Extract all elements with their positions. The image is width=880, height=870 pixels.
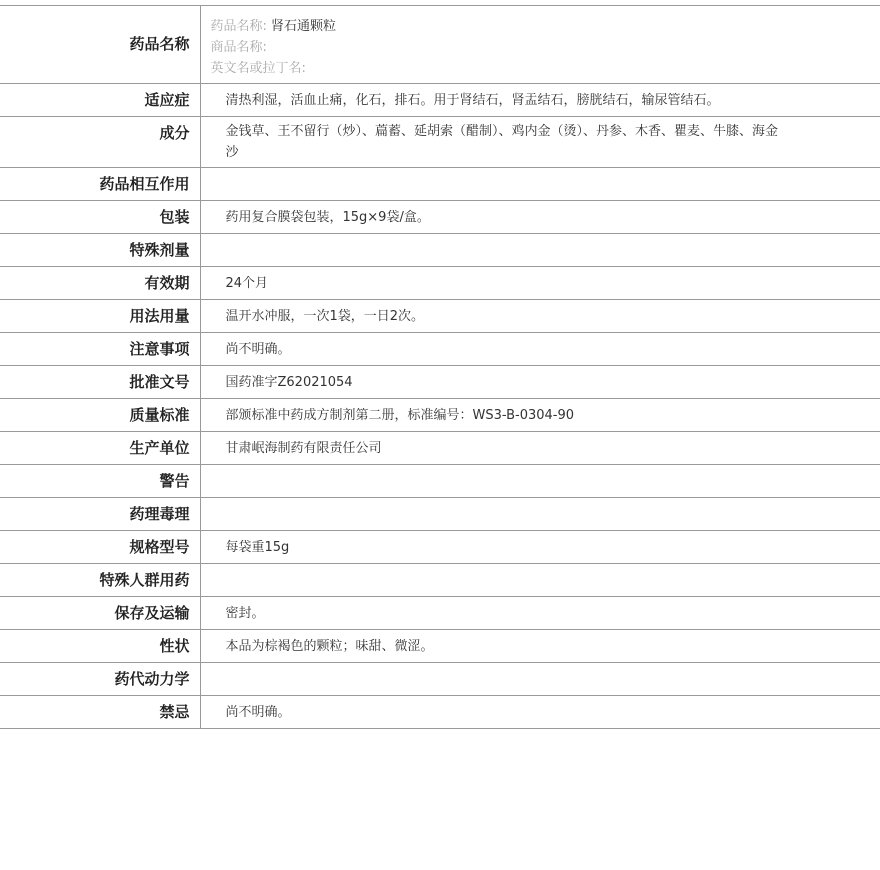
spec-row [0, 630, 880, 663]
spec-row [0, 267, 880, 300]
spec-row [0, 366, 880, 399]
row-value: 金钱草、王不留行（炒）、萹蓄、延胡索（醋制）、鸡内金（烫）、丹参、木香、瞿麦、牛膝、海金沙 [200, 117, 880, 168]
row-label: 特殊剂量 [0, 234, 200, 267]
trade-name-line [211, 37, 791, 58]
row-value [200, 564, 880, 597]
row-value: 药用复合膜袋包装，15g×9袋/盒。 [200, 201, 880, 234]
row-value: 密封。 [200, 597, 880, 630]
generic-name-value: 肾石通颗粒 [271, 19, 337, 34]
row-label: 成分 [0, 117, 200, 168]
latin-name-label: 英文名或拉丁名: [210, 61, 306, 76]
row-value: 温开水冲服，一次1袋，一日2次。 [200, 300, 880, 333]
row-value: 清热利湿，活血止痛，化石，排石。用于肾结石，肾盂结石，膀胱结石，输尿管结石。 [200, 84, 880, 117]
row-label: 用法用量 [0, 300, 200, 333]
latin-name-line [211, 58, 791, 79]
drug-spec-table [0, 5, 880, 729]
spec-row [0, 663, 880, 696]
spec-row [0, 168, 880, 201]
row-label: 性状 [0, 630, 200, 663]
row-label: 禁忌 [0, 696, 200, 729]
row-value [200, 663, 880, 696]
spec-row [0, 333, 880, 366]
row-label: 保存及运输 [0, 597, 200, 630]
row-value: 尚不明确。 [200, 696, 880, 729]
row-label: 规格型号 [0, 531, 200, 564]
row-label: 警告 [0, 465, 200, 498]
row-value [200, 498, 880, 531]
spec-row [0, 300, 880, 333]
spec-row [0, 84, 880, 117]
spec-table-body [0, 6, 880, 729]
row-value: 24个月 [200, 267, 880, 300]
row-label: 注意事项 [0, 333, 200, 366]
row-label: 生产单位 [0, 432, 200, 465]
row-label: 包装 [0, 201, 200, 234]
spec-row [0, 696, 880, 729]
row-label: 有效期 [0, 267, 200, 300]
spec-row [0, 564, 880, 597]
row-value [200, 234, 880, 267]
row-value: 本品为棕褐色的颗粒；味甜、微涩。 [200, 630, 880, 663]
spec-row [0, 432, 880, 465]
row-label: 适应症 [0, 84, 200, 117]
generic-name-line [211, 16, 791, 37]
row-label: 药品名称 [0, 6, 200, 84]
spec-row [0, 399, 880, 432]
spec-row [0, 597, 880, 630]
spec-row [0, 201, 880, 234]
spec-row [0, 465, 880, 498]
row-label: 药代动力学 [0, 663, 200, 696]
spec-row [0, 117, 880, 168]
row-value [200, 465, 880, 498]
spec-row [0, 234, 880, 267]
row-label: 质量标准 [0, 399, 200, 432]
row-value: 尚不明确。 [200, 333, 880, 366]
row-label: 特殊人群用药 [0, 564, 200, 597]
drug-name-cell [200, 6, 880, 84]
row-value: 甘肃岷海制药有限责任公司 [200, 432, 880, 465]
row-drug-name [0, 6, 880, 84]
row-label: 药理毒理 [0, 498, 200, 531]
row-label: 批准文号 [0, 366, 200, 399]
row-value: 国药准字Z62021054 [200, 366, 880, 399]
spec-row [0, 498, 880, 531]
row-label: 药品相互作用 [0, 168, 200, 201]
row-value: 部颁标准中药成方制剂第二册，标准编号：WS3-B-0304-90 [200, 399, 880, 432]
row-value [200, 168, 880, 201]
spec-row [0, 531, 880, 564]
trade-name-label: 商品名称: [210, 40, 267, 55]
row-value: 每袋重15g [200, 531, 880, 564]
generic-name-label: 药品名称: [210, 19, 267, 34]
